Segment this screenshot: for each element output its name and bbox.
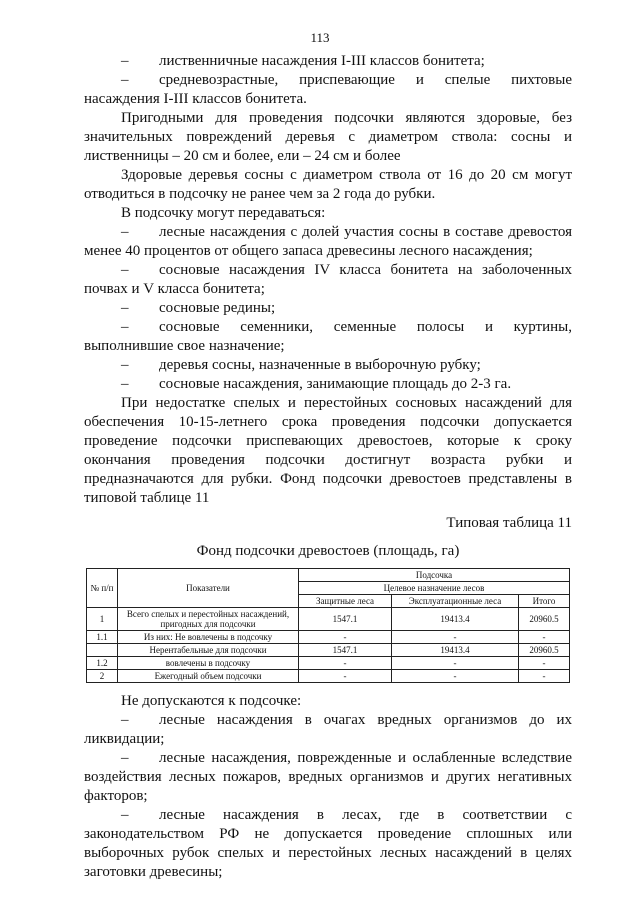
cell-exploitation: 19413.4: [392, 644, 519, 657]
dash-marker: –: [121, 319, 129, 335]
table-row: [87, 670, 570, 683]
cell-protective: 1547.1: [299, 608, 392, 631]
dash-marker: –: [121, 53, 129, 69]
cell-exploitation: -: [392, 631, 519, 644]
cell-protective: -: [299, 657, 392, 670]
cell-num: [87, 644, 118, 657]
dash-marker: –: [121, 300, 129, 316]
transfer-item-6: – сосновые насаждения, занимающие площадь до 2-3 га.: [121, 376, 512, 392]
excluded-item-3: – лесные насаждения в лесах, где в соответствии с законодательством РФ не допускается проведение сплошных или выборочных рубок спелых и перестойных лесных насаждений в целях заготовки древесины;: [84, 807, 572, 880]
table-row: [87, 657, 570, 670]
header-tapping: Подсочка: [299, 569, 570, 582]
cell-total: -: [519, 657, 570, 670]
dash-marker: –: [121, 376, 129, 392]
header-num: № п/п: [87, 569, 118, 608]
intro-item-1: – лиственничные насаждения I-III классов бонитета;: [121, 53, 485, 69]
intro-item-2: – средневозрастные, приспевающие и спелые пихтовые насаждения I-III классов бонитета.: [84, 72, 572, 107]
cell-num: 1.1: [87, 631, 118, 644]
cell-total: -: [519, 670, 570, 683]
table-title: Фонд подсочки древостоев (площадь, га): [196, 543, 460, 559]
dash-marker: –: [121, 72, 129, 88]
cell-total: 20960.5: [519, 608, 570, 631]
transfer-item-5: – деревья сосны, назначенные в выборочную рубку;: [121, 357, 481, 373]
paragraph-suitable-trees: Пригодными для проведения подсочки являются здоровые, без значительных повреждений деревья с диаметром ствола: сосны и лиственницы – 20 см и более, ели – 24 см и более: [84, 110, 572, 164]
cell-exploitation: -: [392, 670, 519, 683]
cell-name: вовлечены в подсочку: [118, 657, 299, 670]
cell-protective: 1547.1: [299, 644, 392, 657]
table-row: [87, 644, 570, 657]
transfer-item-3: – сосновые редины;: [121, 300, 276, 316]
cell-total: -: [519, 631, 570, 644]
header-protective: Защитные леса: [299, 595, 392, 608]
dash-marker: –: [121, 357, 129, 373]
table-header-row: [87, 569, 570, 582]
dash-marker: –: [121, 224, 129, 240]
cell-name: Ежегодный объем подсочки: [118, 670, 299, 683]
cell-name: Из них: Не вовлечены в подсочку: [118, 631, 299, 644]
table-label: Типовая таблица 11: [446, 515, 572, 531]
transfer-item-2: – сосновые насаждения IV класса бонитета на заболоченных почвах и V класса бонитета;: [84, 262, 572, 297]
paragraph-healthy-trees: Здоровые деревья сосны с диаметром ствола от 16 до 20 см могут отводиться в подсочку не ранее чем за 2 года до рубки.: [84, 167, 572, 202]
transfer-item-1: – лесные насаждения с долей участия сосны в составе древостоя менее 40 процентов от общего запаса древесины лесного насаждения;: [84, 224, 572, 259]
tapping-fund-table: [86, 568, 570, 683]
table-row: [87, 608, 570, 631]
cell-name: Всего спелых и перестойных насаждений, пригодных для подсочки: [118, 608, 299, 631]
dash-marker: –: [121, 807, 129, 823]
transfer-item-4: – сосновые семенники, семенные полосы и куртины, выполнившие свое назначение;: [84, 319, 572, 354]
cell-total: 20960.5: [519, 644, 570, 657]
dash-marker: –: [121, 262, 129, 278]
page-number: 113: [310, 30, 330, 45]
document-body: [84, 52, 572, 882]
cell-protective: -: [299, 670, 392, 683]
excluded-item-1: – лесные насаждения в очагах вредных организмов до их ликвидации;: [84, 712, 572, 747]
cell-exploitation: 19413.4: [392, 608, 519, 631]
header-purpose: Целевое назначение лесов: [299, 582, 570, 595]
paragraph-shortage: При недостатке спелых и перестойных сосновых насаждений для обеспечения 10-15-летнего срока проведения подсочки допускается проведение подсочки приспевающих древостоев, которые к сроку окончания проведения подсочки достигнут возраста рубки и предназначаются для рубки. Фонд подсочки древостоев представлены в типовой таблице 11: [84, 395, 572, 506]
cell-num: 1: [87, 608, 118, 631]
header-exploitation: Эксплуатационные леса: [392, 595, 519, 608]
dash-marker: –: [121, 712, 129, 728]
dash-marker: –: [121, 750, 129, 766]
header-indicators: Показатели: [118, 569, 299, 608]
cell-protective: -: [299, 631, 392, 644]
paragraph-transfer-intro: В подсочку могут передаваться:: [121, 205, 326, 221]
cell-num: 1.2: [87, 657, 118, 670]
header-total: Итого: [519, 595, 570, 608]
cell-num: 2: [87, 670, 118, 683]
paragraph-excluded-intro: Не допускаются к подсочке:: [121, 693, 302, 709]
cell-name: Нерентабельные для подсочки: [118, 644, 299, 657]
table-row: [87, 631, 570, 644]
cell-exploitation: -: [392, 657, 519, 670]
excluded-item-2: – лесные насаждения, поврежденные и ослабленные вследствие воздействия лесных пожаров, вредных организмов и других негативных факторов;: [84, 750, 572, 804]
